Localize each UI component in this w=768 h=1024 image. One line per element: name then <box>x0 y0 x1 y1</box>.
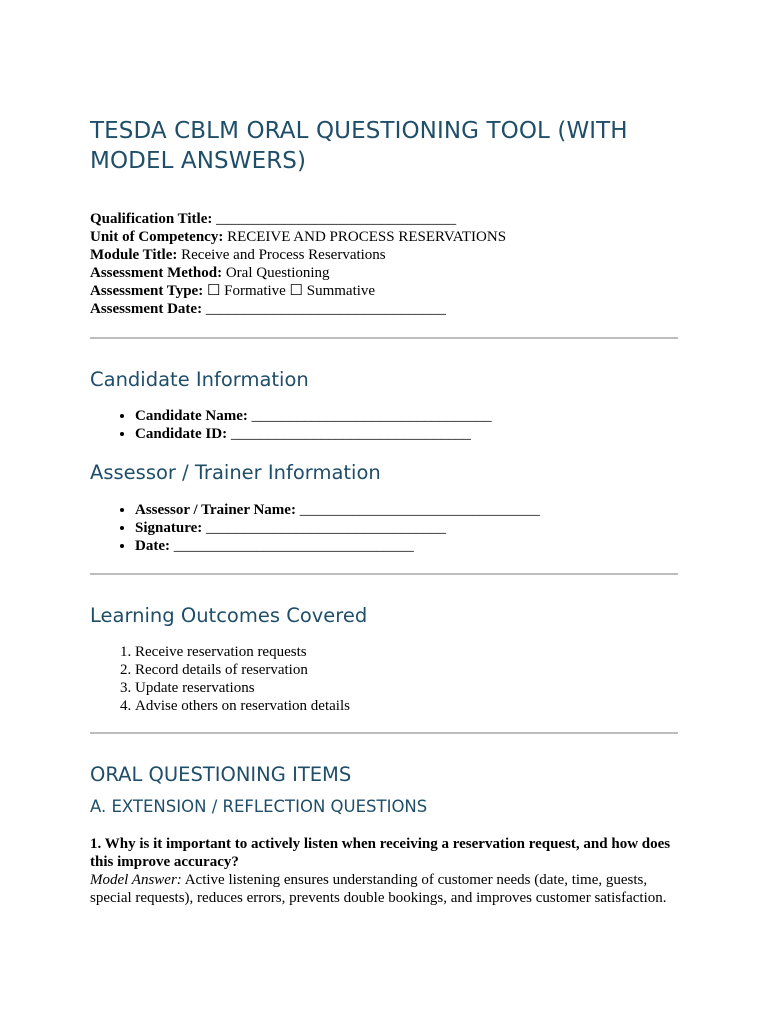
outcomes-list <box>90 643 678 715</box>
section-divider <box>90 573 678 575</box>
meta-value: RECEIVE AND PROCESS RESERVATIONS <box>227 229 507 245</box>
list-item: 2. Record details of reservation <box>135 661 678 679</box>
document-page <box>90 116 678 907</box>
unit-of-competency-line <box>90 228 678 246</box>
field-label: Candidate ID: <box>135 426 228 442</box>
field-label: Date: <box>135 538 170 554</box>
assessment-method-line <box>90 264 678 282</box>
list-item <box>135 425 678 443</box>
meta-value: ________________________________ <box>216 211 457 227</box>
field-blank: ________________________________ <box>299 502 540 518</box>
field-label: Candidate Name: <box>135 408 248 424</box>
list-item <box>135 407 678 425</box>
assessor-heading: Assessor / Trainer Information <box>90 461 381 484</box>
meta-value: ________________________________ <box>205 301 446 317</box>
qualification-title-line <box>90 210 678 228</box>
assessor-list <box>90 501 678 555</box>
meta-label: Assessment Method: <box>90 265 223 281</box>
question-item <box>90 835 678 907</box>
module-title-line <box>90 246 678 264</box>
field-blank: ________________________________ <box>173 538 414 554</box>
list-item <box>135 501 678 519</box>
field-blank: ________________________________ <box>230 426 471 442</box>
section-divider <box>90 732 678 734</box>
assessment-details <box>90 210 678 318</box>
outcomes-heading: Learning Outcomes Covered <box>90 604 368 627</box>
meta-value: Oral Questioning <box>225 265 330 281</box>
candidate-list <box>90 407 678 443</box>
list-item <box>135 519 678 537</box>
list-item: 3. Update reservations <box>135 679 678 697</box>
question-text: 1. Why is it important to actively listen when receiving a reservation request, and how does this improve accuracy? <box>90 836 671 870</box>
meta-label: Module Title: <box>90 247 178 263</box>
meta-label: Assessment Type: <box>90 283 204 299</box>
list-item <box>135 537 678 555</box>
assessment-date-line <box>90 300 678 318</box>
meta-label: Assessment Date: <box>90 301 203 317</box>
model-answer <box>90 871 678 907</box>
list-item: 1. Receive reservation requests <box>135 643 678 661</box>
section-divider <box>90 337 678 339</box>
list-item: 4. Advise others on reservation details <box>135 697 678 715</box>
section-a-heading: A. EXTENSION / REFLECTION QUESTIONS <box>90 797 428 816</box>
answer-label: Model Answer: <box>90 872 182 888</box>
assessment-type-line <box>90 282 678 300</box>
questioning-heading: ORAL QUESTIONING ITEMS <box>90 763 352 786</box>
field-label: Signature: <box>135 520 203 536</box>
field-blank: ________________________________ <box>205 520 446 536</box>
meta-value: Receive and Process Reservations <box>181 247 386 263</box>
meta-value: ☐ Formative ☐ Summative <box>206 283 376 299</box>
field-blank: ________________________________ <box>251 408 492 424</box>
candidate-heading: Candidate Information <box>90 368 309 391</box>
answer-text: Active listening ensures understanding of customer needs (date, time, guests, special requests), reduces errors, prevents double bookings, and improves customer satisfaction. <box>90 872 667 906</box>
document-title: TESDA CBLM ORAL QUESTIONING TOOL (WITH MODEL ANSWERS) <box>90 118 628 174</box>
field-label: Assessor / Trainer Name: <box>135 502 296 518</box>
meta-label: Qualification Title: <box>90 211 213 227</box>
meta-label: Unit of Competency: <box>90 229 224 245</box>
